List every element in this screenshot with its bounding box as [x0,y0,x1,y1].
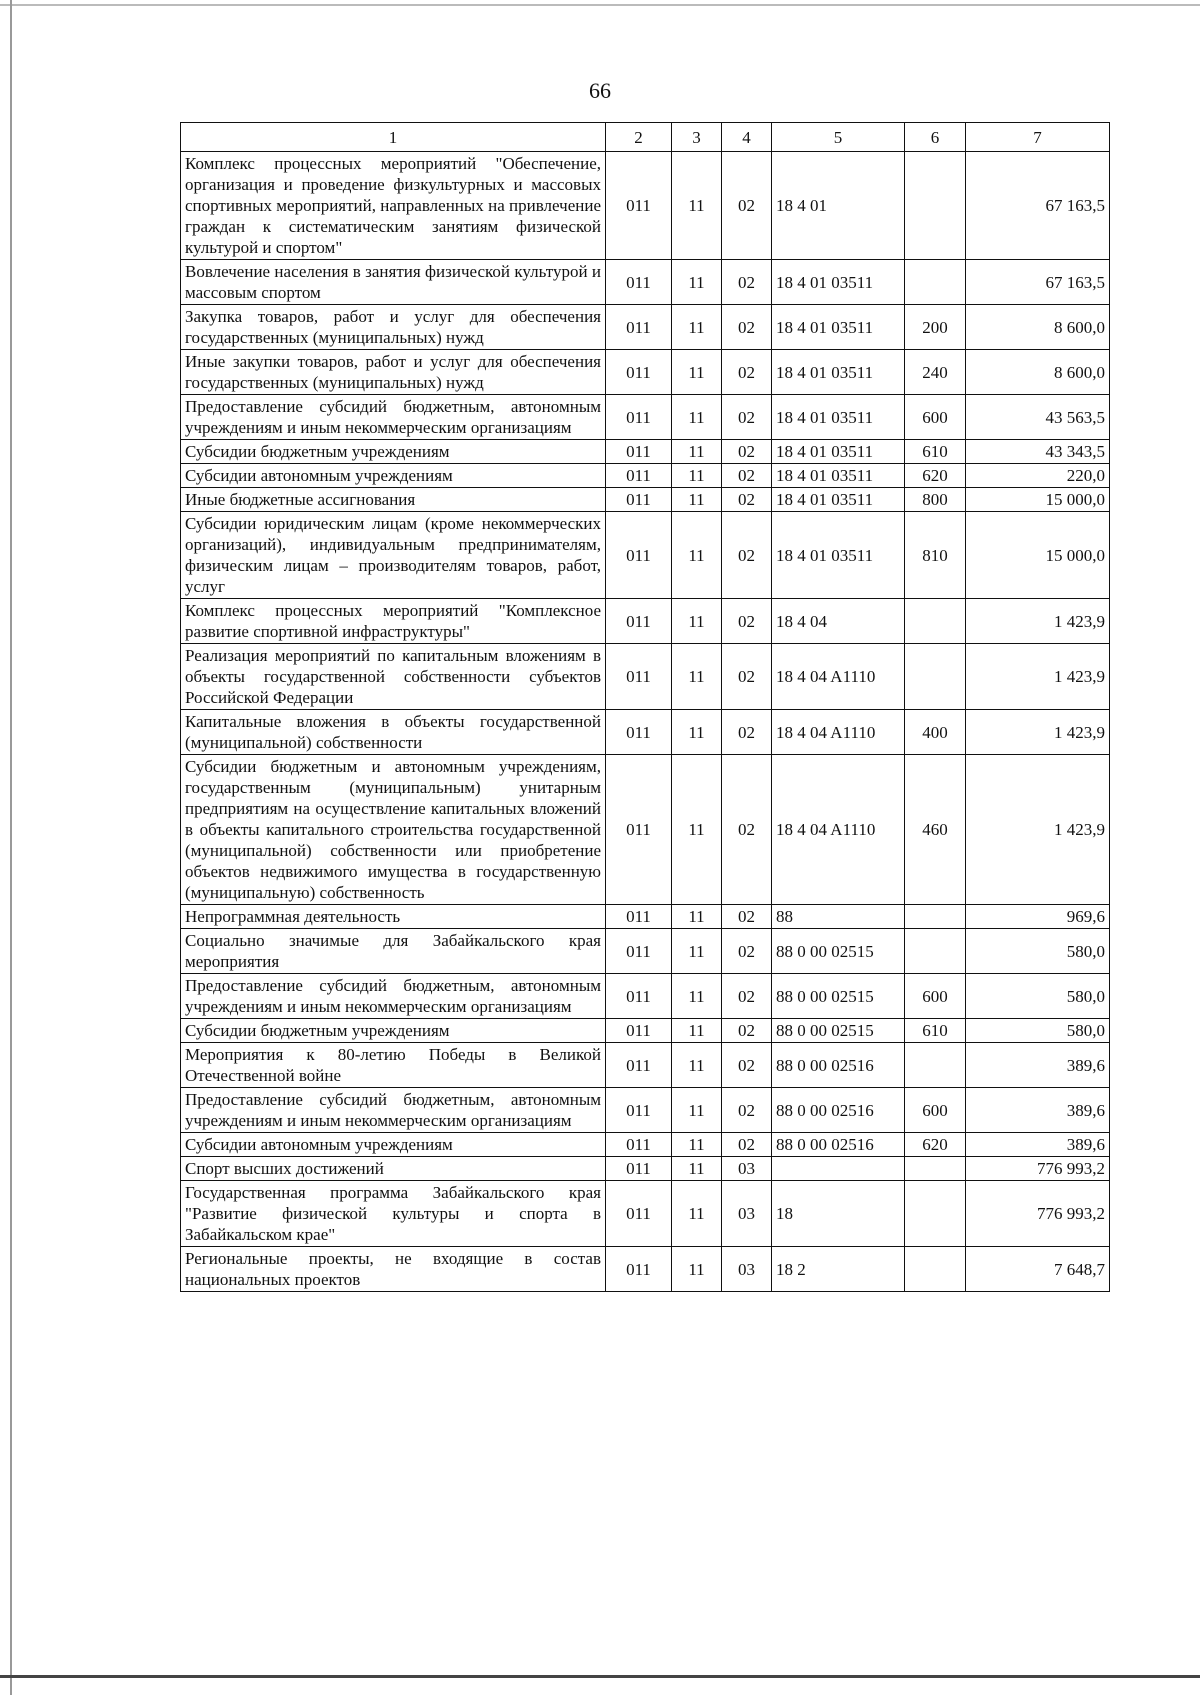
row-subsection: 02 [722,350,772,395]
scan-edge-bottom [0,1675,1200,1678]
row-admin-code: 011 [606,1181,672,1247]
row-amount: 7 648,7 [966,1247,1110,1292]
row-amount: 776 993,2 [966,1157,1110,1181]
table-row [181,1247,1110,1292]
row-subsection: 02 [722,512,772,599]
row-target-article: 18 4 01 03511 [772,305,905,350]
row-admin-code: 011 [606,929,672,974]
table-row [181,488,1110,512]
scan-edge-left [10,0,12,1695]
row-name: Региональные проекты, не входящие в состав национальных проектов [181,1247,606,1292]
table-row [181,1157,1110,1181]
row-target-article: 18 [772,1181,905,1247]
row-name: Предоставление субсидий бюджетным, автономным учреждениям и иным некоммерческим организациям [181,1088,606,1133]
row-subsection: 02 [722,1088,772,1133]
row-name: Капитальные вложения в объекты государственной (муниципальной) собственности [181,710,606,755]
row-name: Комплекс процессных мероприятий "Комплексное развитие спортивной инфраструктуры" [181,599,606,644]
header-col-5: 5 [772,123,905,152]
row-admin-code: 011 [606,395,672,440]
header-col-7: 7 [966,123,1110,152]
row-admin-code: 011 [606,710,672,755]
table-row [181,464,1110,488]
row-amount: 389,6 [966,1133,1110,1157]
row-admin-code: 011 [606,644,672,710]
row-name: Закупка товаров, работ и услуг для обеспечения государственных (муниципальных) нужд [181,305,606,350]
table-row [181,440,1110,464]
table-row [181,1133,1110,1157]
header-col-6: 6 [905,123,966,152]
header-col-3: 3 [672,123,722,152]
row-admin-code: 011 [606,1157,672,1181]
row-admin-code: 011 [606,1247,672,1292]
row-section: 11 [672,512,722,599]
row-subsection: 02 [722,974,772,1019]
row-subsection: 02 [722,755,772,905]
header-col-4: 4 [722,123,772,152]
row-amount: 389,6 [966,1043,1110,1088]
row-subsection: 02 [722,644,772,710]
table-row [181,644,1110,710]
row-amount: 969,6 [966,905,1110,929]
row-admin-code: 011 [606,260,672,305]
row-expense-type: 400 [905,710,966,755]
row-target-article: 18 4 01 [772,152,905,260]
table-row [181,260,1110,305]
table-row [181,305,1110,350]
row-name: Спорт высших достижений [181,1157,606,1181]
row-section: 11 [672,1088,722,1133]
row-section: 11 [672,1133,722,1157]
row-target-article: 18 4 01 03511 [772,260,905,305]
row-subsection: 02 [722,1133,772,1157]
row-amount: 1 423,9 [966,644,1110,710]
row-admin-code: 011 [606,350,672,395]
row-expense-type: 810 [905,512,966,599]
row-amount: 1 423,9 [966,755,1110,905]
row-expense-type [905,1043,966,1088]
row-expense-type: 600 [905,395,966,440]
row-admin-code: 011 [606,152,672,260]
row-subsection: 03 [722,1247,772,1292]
row-expense-type [905,599,966,644]
row-admin-code: 011 [606,599,672,644]
table-row [181,395,1110,440]
row-name: Субсидии юридическим лицам (кроме некоммерческих организаций), индивидуальным предпринимателям, физическим лицам – производителям товаров, работ, услуг [181,512,606,599]
table-row [181,905,1110,929]
row-expense-type [905,905,966,929]
row-name: Субсидии бюджетным учреждениям [181,1019,606,1043]
row-expense-type [905,152,966,260]
table-row [181,1181,1110,1247]
table-row [181,350,1110,395]
row-subsection: 02 [722,1043,772,1088]
row-section: 11 [672,974,722,1019]
row-subsection: 02 [722,905,772,929]
row-section: 11 [672,350,722,395]
row-admin-code: 011 [606,488,672,512]
row-amount: 43 563,5 [966,395,1110,440]
row-expense-type: 200 [905,305,966,350]
row-expense-type: 460 [905,755,966,905]
row-amount: 43 343,5 [966,440,1110,464]
row-amount: 220,0 [966,464,1110,488]
row-name: Государственная программа Забайкальского края "Развитие физической культуры и спорта в Забайкальском крае" [181,1181,606,1247]
row-section: 11 [672,305,722,350]
row-amount: 15 000,0 [966,512,1110,599]
table-row [181,710,1110,755]
row-target-article: 18 4 01 03511 [772,395,905,440]
table-row [181,512,1110,599]
header-col-2: 2 [606,123,672,152]
row-expense-type: 240 [905,350,966,395]
row-amount: 580,0 [966,974,1110,1019]
row-expense-type: 600 [905,1088,966,1133]
row-section: 11 [672,644,722,710]
row-target-article: 18 4 01 03511 [772,464,905,488]
row-expense-type: 800 [905,488,966,512]
row-subsection: 02 [722,260,772,305]
row-name: Субсидии бюджетным учреждениям [181,440,606,464]
row-expense-type [905,929,966,974]
row-subsection: 02 [722,1019,772,1043]
row-target-article: 18 4 04 [772,599,905,644]
row-admin-code: 011 [606,440,672,464]
row-section: 11 [672,260,722,305]
row-section: 11 [672,488,722,512]
row-target-article: 18 2 [772,1247,905,1292]
row-target-article: 18 4 01 03511 [772,350,905,395]
row-section: 11 [672,395,722,440]
row-target-article: 88 0 00 02516 [772,1043,905,1088]
page-number: 66 [589,78,611,103]
row-amount: 8 600,0 [966,350,1110,395]
row-target-article: 18 4 04 A1110 [772,710,905,755]
row-amount: 389,6 [966,1088,1110,1133]
row-name: Субсидии бюджетным и автономным учреждениям, государственным (муниципальным) унитарным предприятиям на осуществление капитальных вложений в объекты капитального строительства государственной (муниципальной) собственности или приобретение объектов недвижимого имущества в государственную (муниципальную) собственность [181,755,606,905]
row-amount: 580,0 [966,1019,1110,1043]
scan-edge-top [0,4,1200,6]
row-admin-code: 011 [606,464,672,488]
table-row [181,755,1110,905]
row-expense-type: 620 [905,1133,966,1157]
row-target-article: 18 4 01 03511 [772,512,905,599]
row-name: Комплекс процессных мероприятий "Обеспечение, организация и проведение физкультурных и массовых спортивных мероприятий, направленных на привлечение граждан к систематическим занятиям физической культурой и спортом" [181,152,606,260]
row-target-article: 18 4 01 03511 [772,440,905,464]
row-subsection: 02 [722,710,772,755]
row-name: Предоставление субсидий бюджетным, автономным учреждениям и иным некоммерческим организациям [181,974,606,1019]
row-subsection: 02 [722,305,772,350]
row-section: 11 [672,1247,722,1292]
table-row [181,1088,1110,1133]
table-row [181,929,1110,974]
budget-table [180,122,1110,1292]
row-section: 11 [672,755,722,905]
row-amount: 8 600,0 [966,305,1110,350]
row-expense-type [905,1181,966,1247]
row-section: 11 [672,1019,722,1043]
row-amount: 1 423,9 [966,710,1110,755]
row-expense-type [905,1247,966,1292]
row-subsection: 02 [722,395,772,440]
row-admin-code: 011 [606,974,672,1019]
row-amount: 67 163,5 [966,152,1110,260]
header-col-1: 1 [181,123,606,152]
row-expense-type [905,260,966,305]
row-expense-type: 610 [905,1019,966,1043]
row-section: 11 [672,1157,722,1181]
row-subsection: 02 [722,440,772,464]
row-target-article: 18 4 04 A1110 [772,755,905,905]
row-name: Предоставление субсидий бюджетным, автономным учреждениям и иным некоммерческим организациям [181,395,606,440]
row-section: 11 [672,1181,722,1247]
row-subsection: 03 [722,1181,772,1247]
row-admin-code: 011 [606,1019,672,1043]
row-target-article: 18 4 04 A1110 [772,644,905,710]
row-admin-code: 011 [606,1043,672,1088]
row-subsection: 03 [722,1157,772,1181]
row-target-article: 88 0 00 02516 [772,1133,905,1157]
row-section: 11 [672,905,722,929]
row-section: 11 [672,464,722,488]
row-target-article: 88 0 00 02516 [772,1088,905,1133]
row-name: Реализация мероприятий по капитальным вложениям в объекты государственной собственности субъектов Российской Федерации [181,644,606,710]
row-admin-code: 011 [606,512,672,599]
table-row [181,1019,1110,1043]
row-target-article: 18 4 01 03511 [772,488,905,512]
row-amount: 15 000,0 [966,488,1110,512]
row-name: Вовлечение населения в занятия физической культурой и массовым спортом [181,260,606,305]
row-target-article: 88 0 00 02515 [772,974,905,1019]
row-admin-code: 011 [606,755,672,905]
table-row [181,152,1110,260]
row-expense-type [905,1157,966,1181]
row-amount: 67 163,5 [966,260,1110,305]
row-expense-type [905,644,966,710]
row-admin-code: 011 [606,305,672,350]
row-target-article [772,1157,905,1181]
row-target-article: 88 0 00 02515 [772,929,905,974]
row-name: Субсидии автономным учреждениям [181,1133,606,1157]
row-name: Иные бюджетные ассигнования [181,488,606,512]
row-section: 11 [672,152,722,260]
row-subsection: 02 [722,488,772,512]
row-section: 11 [672,1043,722,1088]
row-subsection: 02 [722,464,772,488]
row-subsection: 02 [722,599,772,644]
row-subsection: 02 [722,152,772,260]
row-expense-type: 610 [905,440,966,464]
row-name: Мероприятия к 80-летию Победы в Великой Отечественной войне [181,1043,606,1088]
row-subsection: 02 [722,929,772,974]
row-target-article: 88 0 00 02515 [772,1019,905,1043]
row-target-article: 88 [772,905,905,929]
row-section: 11 [672,710,722,755]
table-row [181,1043,1110,1088]
table-header-row [181,123,1110,152]
table-row [181,974,1110,1019]
table-row [181,599,1110,644]
row-name: Субсидии автономным учреждениям [181,464,606,488]
row-amount: 776 993,2 [966,1181,1110,1247]
row-admin-code: 011 [606,905,672,929]
row-name: Непрограммная деятельность [181,905,606,929]
row-amount: 1 423,9 [966,599,1110,644]
row-section: 11 [672,599,722,644]
row-section: 11 [672,929,722,974]
row-name: Социально значимые для Забайкальского края мероприятия [181,929,606,974]
row-name: Иные закупки товаров, работ и услуг для обеспечения государственных (муниципальных) нужд [181,350,606,395]
row-section: 11 [672,440,722,464]
row-admin-code: 011 [606,1133,672,1157]
row-expense-type: 620 [905,464,966,488]
row-expense-type: 600 [905,974,966,1019]
row-admin-code: 011 [606,1088,672,1133]
row-amount: 580,0 [966,929,1110,974]
